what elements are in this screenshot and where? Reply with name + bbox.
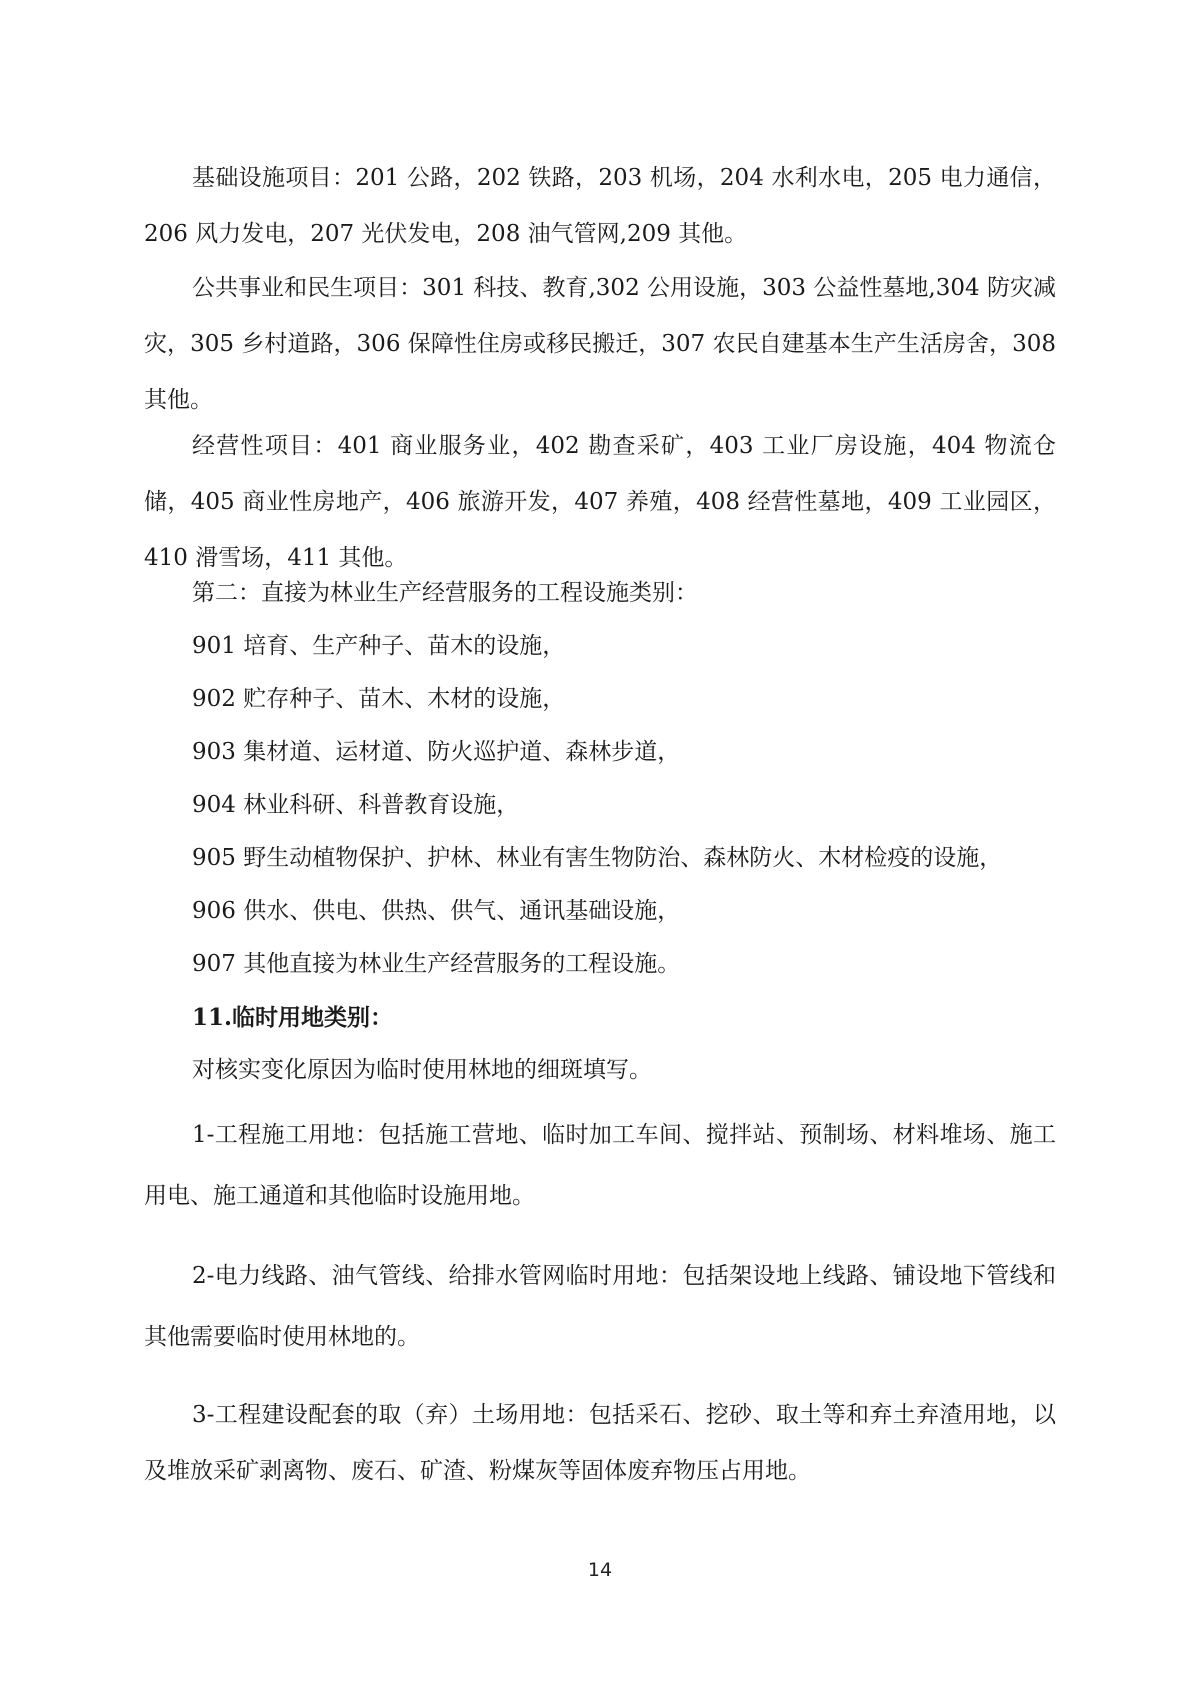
paragraph-borrow-spoil-land: 3-工程建设配套的取（弃）土场用地：包括采石、挖砂、取土等和弃土弃渣用地，以及堆放采矿剥离物、废石、矿渣、粉煤灰等固体废弃物压占用地。	[144, 1402, 1056, 1484]
paragraph-public-livelihood-projects: 公共事业和民生项目：301 科技、教育,302 公用设施，303 公益性墓地,304 防灾减灾，305 乡村道路，306 保障性住房或移民搬迁，307 农民自建基本生产生活房舍，308 其他。	[144, 275, 1056, 413]
list-item-904: 904 林业科研、科普教育设施，	[192, 792, 520, 818]
paragraph-business-projects: 经营性项目：401 商业服务业，402 勘查采矿，403 工业厂房设施，404 物流仓储，405 商业性房地产，406 旅游开发，407 养殖，408 经营性墓地，409 工业园区，410 滑雪场，411 其他。	[144, 433, 1056, 571]
paragraph-infrastructure-projects: 基础设施项目：201 公路，202 铁路，203 机场，204 水利水电，205 电力通信，206 风力发电，207 光伏发电，208 油气管网,209 其他。	[144, 165, 1056, 247]
paragraph-construction-land: 1-工程施工用地：包括施工营地、临时加工车间、搅拌站、预制场、材料堆场、施工用电、施工通道和其他临时设施用地。	[144, 1122, 1056, 1209]
list-item-902: 902 贮存种子、苗木、木材的设施，	[192, 686, 566, 712]
list-item-901: 901 培育、生产种子、苗木的设施，	[192, 633, 566, 659]
paragraph-temporary-land-note: 对核实变化原因为临时使用林地的细斑填写。	[192, 1057, 652, 1083]
list-item-903: 903 集材道、运材道、防火巡护道、森林步道，	[192, 739, 681, 765]
list-item-905: 905 野生动植物保护、护林、林业有害生物防治、森林防火、木材检疫的设施，	[192, 845, 1003, 871]
paragraph-forestry-facility-categories: 第二：直接为林业生产经营服务的工程设施类别：	[192, 580, 698, 606]
paragraph-pipeline-land: 2-电力线路、油气管线、给排水管网临时用地：包括架设地上线路、铺设地下管线和其他需要临时使用林地的。	[144, 1263, 1056, 1350]
section-heading-temporary-land: 11.临时用地类别：	[192, 1004, 394, 1031]
list-item-907: 907 其他直接为林业生产经营服务的工程设施。	[192, 951, 681, 977]
list-item-906: 906 供水、供电、供热、供气、通讯基础设施，	[192, 898, 681, 924]
page-number: 14	[587, 1559, 613, 1581]
